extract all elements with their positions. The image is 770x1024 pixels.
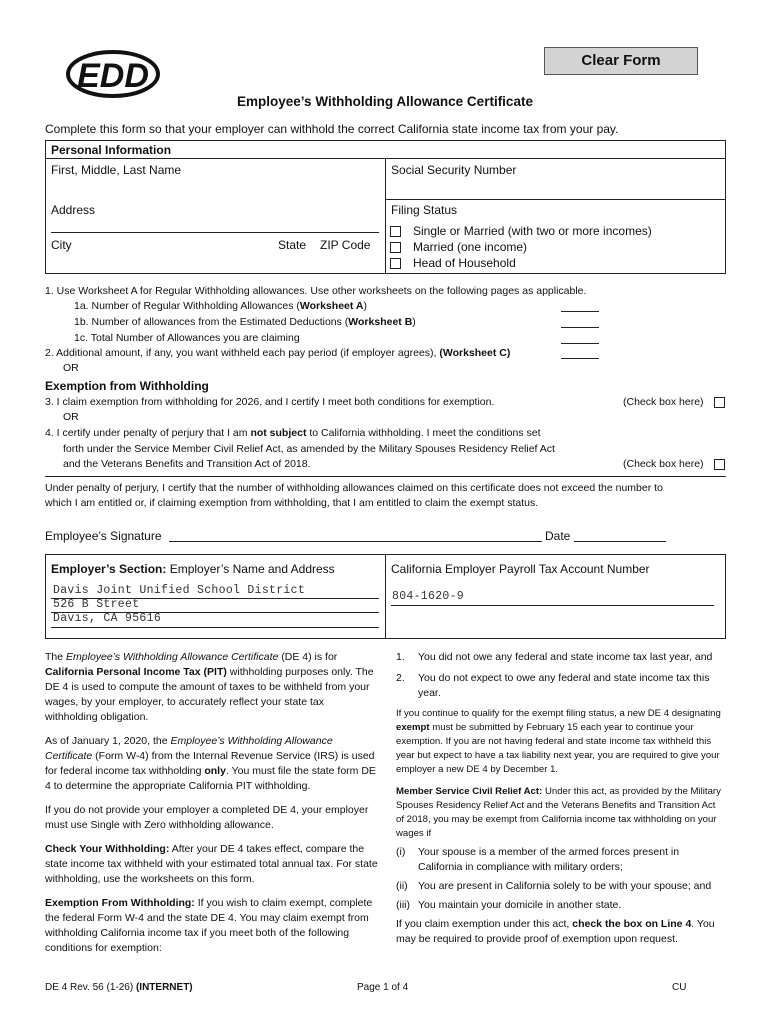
employer-section-title: Employer’s Section: Employer’s Name and Address [51,562,335,576]
or-text-2: OR [63,411,79,423]
account-number[interactable]: 804-1620-9 [392,590,465,603]
line-4-c: and the Veterans Benefits and Transition Act of 2018. [63,458,311,470]
exemption-title: Exemption from Withholding [45,379,209,393]
footer-form-id: DE 4 Rev. 56 (1-26) (INTERNET) [45,982,193,993]
zip-field[interactable]: ZIP Code [320,238,371,252]
instr-p2: As of January 1, 2020, the Employee’s Withholding Allowance Certificate (Form W-4) from the Internal Revenue Service (IRS) is used for federal income tax withholding only. You must file the state form DE 4 to determine the appropriate California PIT withholding. [45,735,376,792]
line-1b-input[interactable] [561,327,599,328]
instructions-right: 1. You did not owe any federal and state income tax last year, and 2. You do not expect to owe any federal and state income tax this year. If you continue to qualify for the exempt filing status, a new DE 4 designating exempt must be submitted by February 15 each year to continue your exemption. If you are not having federal and state income tax withheld this year but expect to have a tax liability next year, you are required to give your employer a new DE 4 by December 1. Member Service Civil Relief Act: Under this act, as provided by the Military Spouses Residency Relief Act and the Veterans Benefits and Transition Act of 2018, you may be exempt from California income tax withholding on your wages if (i) Your spouse is a member of the armed forces present in California in compliance with military orders; (ii) You are present in California solely to be with your spouse; and (iii) You maintain your domicile in another state. If you claim exemption under this act, check the box on Line 4. You may be required to provide proof of exemption upon request. [396,650,726,947]
line-3-check-label: (Check box here) [623,396,704,408]
signature-label: Employee’s Signature [45,529,162,543]
line-1: 1. Use Worksheet A for Regular Withholding allowances. Use other worksheets on the following pages as applicable. [45,285,587,297]
perjury-line-2: which I am entitled or, if claiming exemption from withholding, that I am entitled to claim the exempt status. [45,497,539,509]
name-field[interactable]: First, Middle, Last Name [51,163,182,177]
instr-p8: If you claim exemption under this act, check the box on Line 4. You may be required to provide proof of exemption upon request. [396,918,715,945]
line-3-checkbox[interactable] [714,397,725,408]
filing-hoh-label: Head of Household [413,256,516,270]
city-field[interactable]: City [51,238,72,252]
clear-form-button[interactable]: Clear Form [544,47,698,75]
line-4-check-label: (Check box here) [623,458,704,470]
svg-text:EDD: EDD [77,57,149,95]
form-intro: Complete this form so that your employer can withhold the correct California state income tax from your pay. [45,122,619,136]
instr-p7: Member Service Civil Relief Act: Under this act, as provided by the Military Spouses Residency Relief Act and the Veterans Benefits and Transition Act of 2018, you may be exempt from California income tax withholding on your wages if [396,786,721,839]
line-3: 3. I claim exemption from withholding for 2026, and I certify I meet both conditions for exemption. [45,396,495,408]
filing-status-label: Filing Status [391,203,458,217]
form-title: Employee’s Withholding Allowance Certificate [237,94,533,109]
employer-name[interactable]: Davis Joint Unified School District [53,584,306,597]
instr-p3: If you do not provide your employer a completed DE 4, your employer must use Single with Zero withholding allowance. [45,804,369,831]
line-4: 4. I certify under penalty of perjury that I am not subject to California withholding. I meet the conditions set [45,427,541,439]
employer-city[interactable]: Davis, CA 95616 [53,612,162,625]
filing-married-checkbox[interactable] [390,242,401,253]
perjury-line-1: Under penalty of perjury, I certify that the number of withholding allowances claimed on this certificate does not exceed the number to [45,482,663,494]
filing-married-label: Married (one income) [413,240,528,254]
signature-field[interactable] [169,541,542,542]
employer-street[interactable]: 526 B Street [53,598,140,611]
address-field[interactable]: Address [51,203,96,217]
state-field[interactable]: State [278,238,307,252]
line-1c: 1c. Total Number of Allowances you are claiming [74,332,300,344]
instructions-left [45,650,378,956]
date-field[interactable] [574,541,666,542]
account-label: California Employer Payroll Tax Account Number [391,562,650,576]
instr-p6: If you continue to qualify for the exempt filing status, a new DE 4 designating exempt must be submitted by February 15 each year to continue your exemption. If you are not having federal and state income tax withheld this year but expect to have a tax liability next year, you are required to give your employer a new DE 4 by December 1. [396,708,721,775]
line-4-checkbox[interactable] [714,459,725,470]
instr-p1: The Employee’s Withholding Allowance Certificate (DE 4) is for California Personal Income Tax (PIT) withholding purposes only. The DE 4 is used to compute the amount of taxes to be withheld from your wages, by your employer, to accurately reflect your state tax withholding obligation. [45,651,374,723]
line-2: 2. Additional amount, if any, you want withheld each pay period (if employer agrees), (Worksheet C) [45,347,511,359]
line-1c-input[interactable] [561,343,599,344]
line-1a: 1a. Number of Regular Withholding Allowances (Worksheet A) [74,300,367,312]
filing-single-checkbox[interactable] [390,226,401,237]
footer-page: Page 1 of 4 [357,982,409,993]
or-text: OR [63,362,79,374]
instr-p5: Exemption From Withholding: If you wish to claim exempt, complete the federal Form W-4 and the state DE 4. You may claim exempt from withholding California income tax if you meet both of the following conditions for exemption: [45,897,373,954]
line-1a-input[interactable] [561,311,599,312]
edd-logo [66,50,160,98]
line-2-input[interactable] [561,358,599,359]
ssn-field[interactable]: Social Security Number [391,163,517,177]
line-1b: 1b. Number of allowances from the Estimated Deductions (Worksheet B) [74,316,416,328]
filing-hoh-checkbox[interactable] [390,258,401,269]
line-4-b: forth under the Service Member Civil Relief Act, as amended by the Military Spouses Residency Relief Act [63,443,555,455]
instr-p4: Check Your Withholding: After your DE 4 takes effect, compare the state income tax withheld with your estimated total annual tax. For state withholding, use the worksheets on this form. [45,843,378,885]
filing-single-label: Single or Married (with two or more incomes) [413,224,652,238]
footer-code: CU [672,982,687,993]
personal-info-title: Personal Information [51,143,172,157]
date-label: Date [545,529,571,543]
